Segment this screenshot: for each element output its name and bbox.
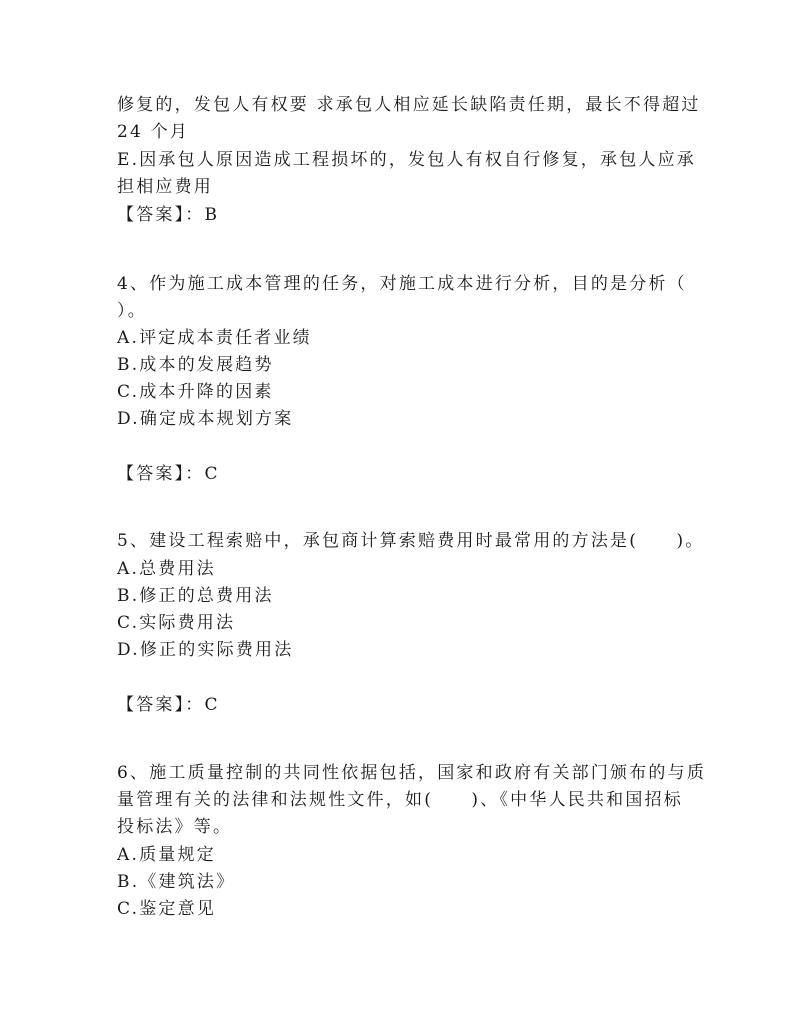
question-4-answer: 【答案】：C — [117, 464, 220, 484]
question-4-option-d: D.确定成本规划方案 — [117, 409, 294, 429]
prev-option-d-line-1: 修复的，发包人有权要 求承包人相应延长缺陷责任期，最长不得超过 — [117, 95, 701, 115]
question-5-option-d: D.修正的实际费用法 — [117, 640, 294, 660]
question-5-stem-line-1: 5、建设工程索赔中，承包商计算索赔费用时最常用的方法是( )。 — [117, 531, 705, 551]
prev-option-e-line-1: E.因承包人原因造成工程损坏的，发包人有权自行修复，承包人应承 — [117, 150, 697, 170]
question-4-option-c: C.成本升降的因素 — [117, 382, 274, 402]
question-6-option-b: B.《建筑法》 — [117, 872, 236, 892]
question-6-stem-line-1: 6、施工质量控制的共同性依据包括，国家和政府有关部门颁布的与质 — [117, 763, 707, 783]
question-4-option-b: B.成本的发展趋势 — [117, 355, 274, 375]
question-5-option-a: A.总费用法 — [117, 559, 216, 579]
question-6-option-c: C.鉴定意见 — [117, 899, 217, 919]
question-4-stem-line-1: 4、作为施工成本管理的任务，对施工成本进行分析，目的是分析（ — [117, 274, 687, 294]
question-6-stem-line-3: 投标法》等。 — [117, 817, 233, 837]
prev-answer: 【答案】：B — [117, 205, 220, 225]
question-5-answer: 【答案】：C — [117, 695, 220, 715]
question-5-option-b: B.修正的总费用法 — [117, 586, 274, 606]
prev-option-d-line-2: 24 个月 — [117, 122, 190, 142]
question-4-stem-line-2: ）。 — [117, 301, 147, 321]
prev-option-e-line-2: 担相应费用 — [117, 177, 213, 197]
question-4-option-a: A.评定成本责任者业绩 — [117, 328, 312, 348]
question-6-option-a: A.质量规定 — [117, 845, 216, 865]
question-6-stem-line-2: 量管理有关的法律和法规性文件，如( )、《中华人民共和国招标 — [117, 790, 683, 810]
question-5-option-c: C.实际费用法 — [117, 613, 236, 633]
